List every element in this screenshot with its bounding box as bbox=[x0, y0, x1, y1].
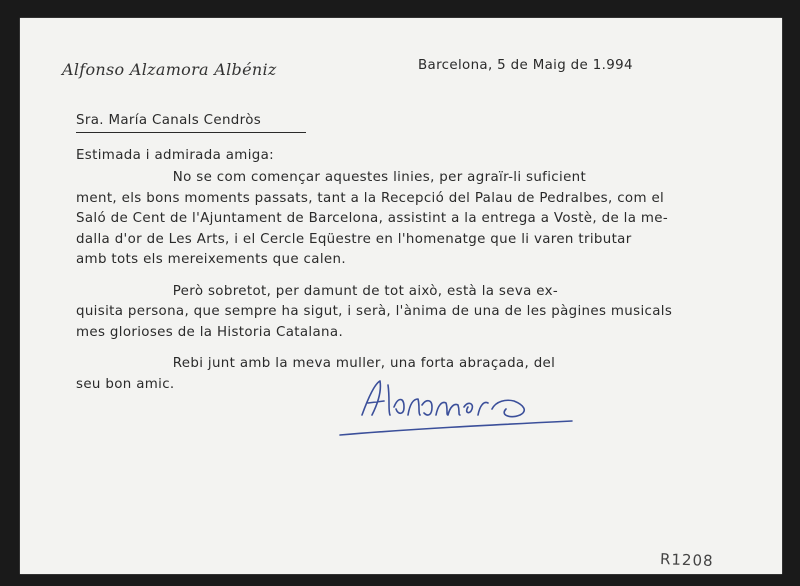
body-line: Saló de Cent de l'Ajuntament de Barcelona, assistint a la entrega a Vostè, de la me- bbox=[76, 211, 669, 226]
salutation: Estimada i admirada amiga: bbox=[76, 148, 275, 163]
letterhead-name: Alfonso Alzamora Albéniz bbox=[62, 60, 277, 79]
body-line: dalla d'or de Les Arts, i el Cercle Eqüestre en l'homenatge que li varen tributar bbox=[76, 231, 632, 247]
body-line: quisita persona, que sempre ha sigut, i serà, l'ànima de una de les pàgines musicals bbox=[76, 304, 673, 319]
paragraph-2 bbox=[76, 282, 756, 344]
body-line: No se com començar aquestes linies, per agraïr-li suficient bbox=[76, 170, 587, 185]
body-line: seu bon amic. bbox=[76, 376, 175, 392]
body-line: ment, els bons moments passats, tant a la Recepció del Palau de Pedralbes, com el bbox=[76, 190, 665, 206]
body-line: amb tots els mereixements que calen. bbox=[76, 252, 346, 267]
body-line: Però sobretot, per damunt de tot això, està la seva ex- bbox=[76, 283, 559, 299]
recipient-name: Sra. María Canals Cendròs bbox=[76, 113, 262, 128]
letter-page bbox=[20, 18, 782, 574]
handwritten-signature bbox=[310, 363, 590, 443]
letter-body bbox=[76, 168, 756, 395]
archive-annotation: R1208 bbox=[659, 550, 714, 570]
body-line: mes glorioses de la Historia Catalana. bbox=[76, 324, 344, 340]
body-line: Rebi junt amb la meva muller, una forta abraçada, del bbox=[76, 356, 556, 371]
recipient-underline bbox=[76, 132, 306, 133]
letter-date: Barcelona, 5 de Maig de 1.994 bbox=[418, 58, 633, 73]
paragraph-1 bbox=[76, 168, 756, 271]
